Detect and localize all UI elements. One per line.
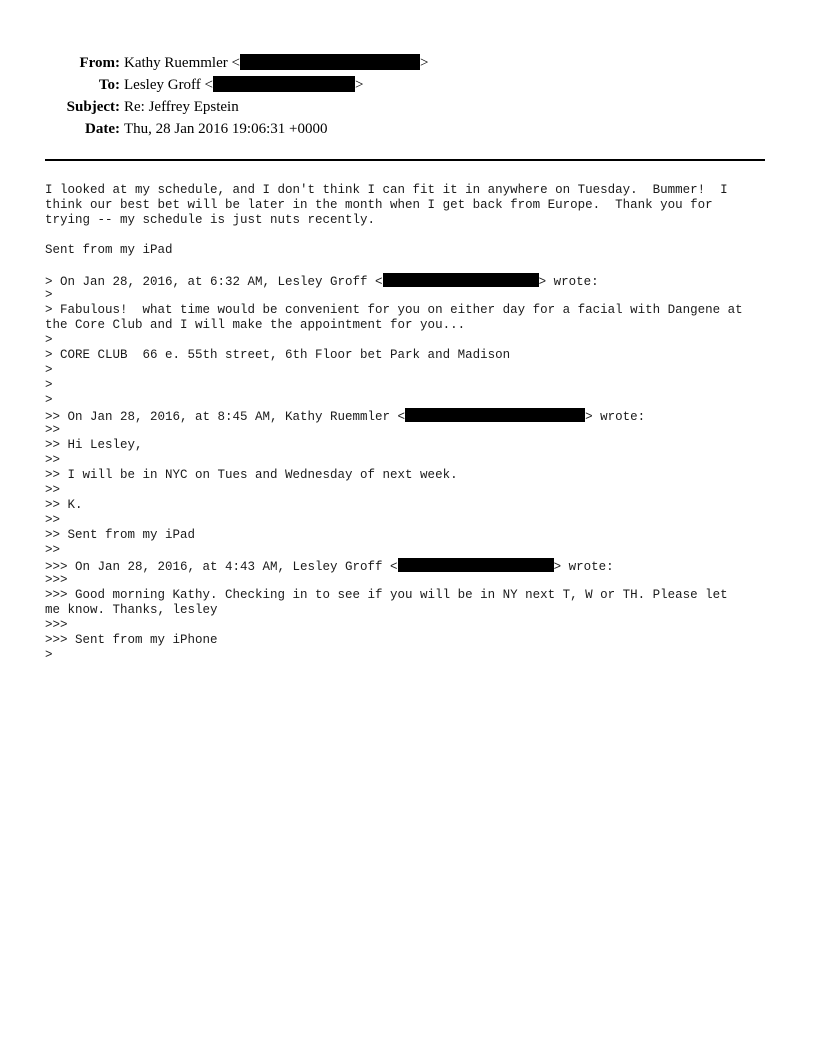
from-label: From: (79, 55, 120, 71)
body-line: trying -- my schedule is just nuts recently. (45, 213, 376, 227)
to-name: Lesley Groff < (124, 77, 213, 93)
body-line: I looked at my schedule, and I don't think I can fit it in anywhere on Tuesday. Bummer! I (45, 183, 728, 197)
to-value (124, 74, 363, 96)
quoted-line: the Core Club and I will make the appointment for you... (45, 318, 466, 332)
quote-header-end: > wrote: (538, 275, 599, 289)
subject-value: Re: Jeffrey Epstein (124, 99, 239, 115)
quoted-line: > (45, 393, 53, 407)
quoted-line: > Fabulous! what time would be convenient for you on either day for a facial with Dangene at (45, 303, 743, 317)
quoted-line: >> K. (45, 498, 83, 512)
from-close: > (419, 55, 429, 71)
from-value (124, 52, 428, 74)
from-name: Kathy Ruemmler < (124, 55, 240, 71)
quote-header-end: > wrote: (585, 410, 646, 424)
to-row (0, 74, 816, 96)
date-value: Thu, 28 Jan 2016 19:06:31 +0000 (124, 121, 328, 137)
quoted-line: > (45, 288, 53, 302)
quoted-line: >> (45, 513, 61, 527)
redacted-email (383, 273, 539, 287)
from-row (0, 52, 816, 74)
quote-header-text: > On Jan 28, 2016, at 6:32 AM, Lesley Groff < (45, 275, 383, 289)
quoted-line: > (45, 648, 53, 662)
to-close: > (355, 77, 364, 93)
quoted-line: >> Hi Lesley, (45, 438, 143, 452)
signature-line: Sent from my iPad (45, 243, 173, 257)
quoted-line: >> (45, 483, 61, 497)
body-line: think our best bet will be later in the month when I get back from Europe. Thank you for (45, 198, 713, 212)
quoted-line: >> I will be in NYC on Tues and Wednesday of next week. (45, 468, 458, 482)
quoted-line: >>> Sent from my iPhone (45, 633, 218, 647)
blank-line (45, 258, 780, 273)
date-row (0, 118, 816, 140)
email-body (45, 183, 780, 663)
quote-header-end: > wrote: (553, 560, 614, 574)
quote-header-text: >> On Jan 28, 2016, at 8:45 AM, Kathy Ruemmler < (45, 410, 406, 424)
quoted-line: >>> (45, 573, 68, 587)
subject-row (0, 96, 816, 118)
quoted-line: >> (45, 543, 61, 557)
redacted-from-email (240, 54, 420, 70)
redacted-email (398, 558, 554, 572)
quoted-line: >> (45, 423, 61, 437)
quoted-line: >> (45, 453, 61, 467)
quoted-line: >>> (45, 618, 68, 632)
subject-label: Subject: (66, 99, 120, 115)
quoted-line: > (45, 363, 53, 377)
quoted-line: >>> Good morning Kathy. Checking in to see if you will be in NY next T, W or TH. Please let (45, 588, 728, 602)
quoted-line: me know. Thanks, lesley (45, 603, 218, 617)
quoted-line: > (45, 378, 53, 392)
quote-header-text: >>> On Jan 28, 2016, at 4:43 AM, Lesley Groff < (45, 560, 398, 574)
quote-header-line (45, 558, 780, 573)
redacted-email (405, 408, 585, 422)
quote-header-line (45, 408, 780, 423)
quoted-line: > CORE CLUB 66 e. 55th street, 6th Floor bet Park and Madison (45, 348, 511, 362)
to-label: To: (98, 77, 120, 93)
quoted-line: > (45, 333, 53, 347)
date-label: Date: (85, 121, 120, 137)
quote-header-line (45, 273, 780, 288)
redacted-to-email (213, 76, 355, 92)
blank-line (45, 228, 780, 243)
email-header (0, 52, 816, 140)
quoted-line: >> Sent from my iPad (45, 528, 196, 542)
header-divider (45, 159, 765, 161)
